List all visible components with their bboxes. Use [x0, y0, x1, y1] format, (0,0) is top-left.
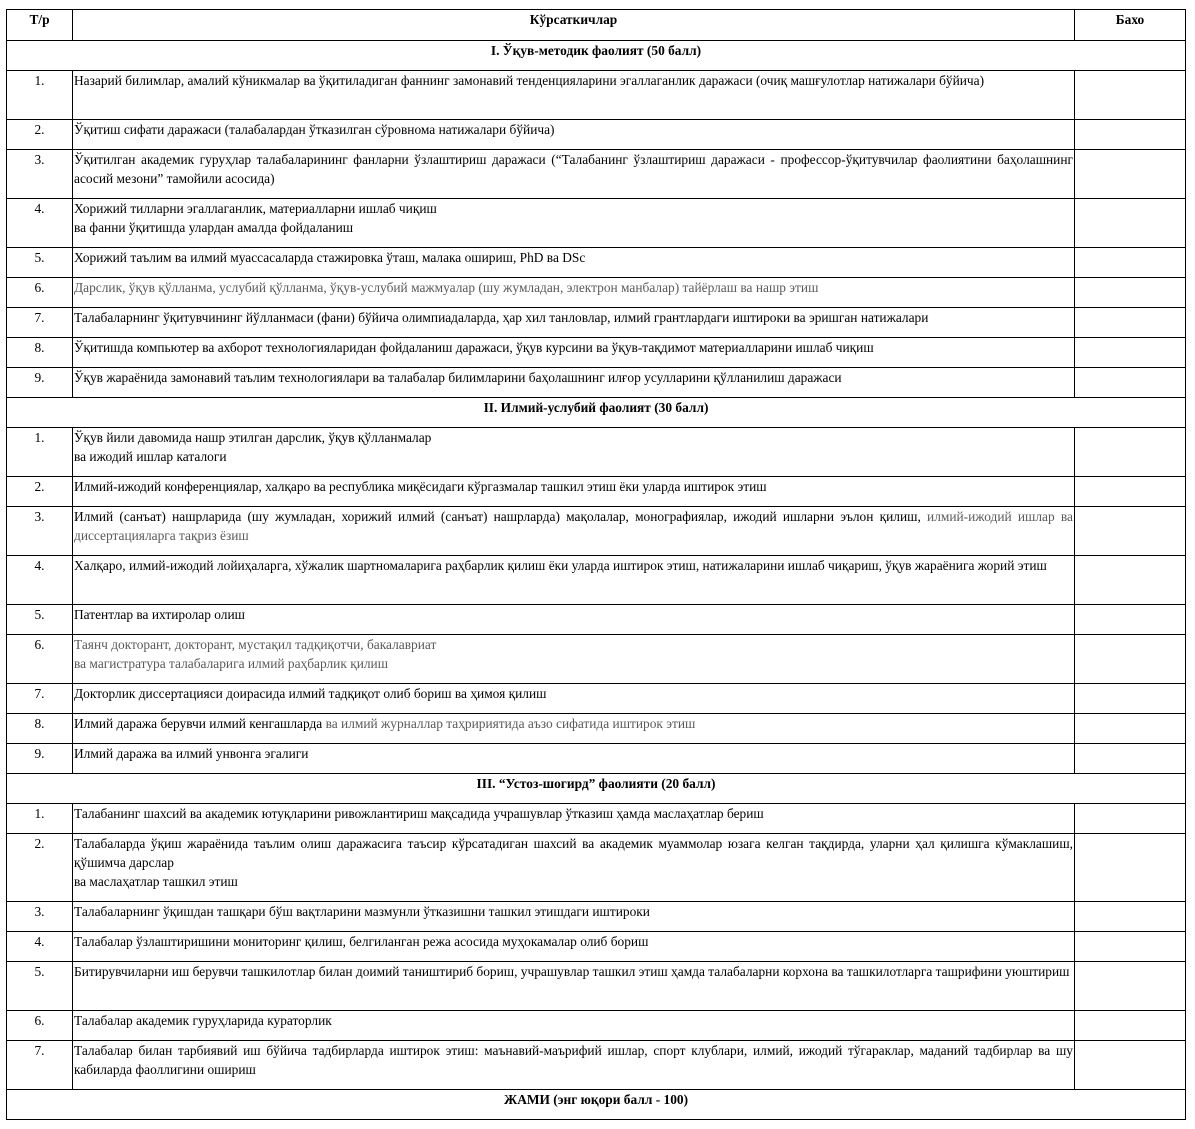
table-row — [7, 120, 1186, 150]
header-number: Т/р — [7, 10, 73, 41]
table-row — [7, 71, 1186, 120]
section-title: II. Илмий-услубий фаолият (30 балл) — [7, 398, 1186, 428]
row-number: 3. — [7, 507, 73, 556]
header-indicators: Кўрсаткичлар — [73, 10, 1075, 41]
grade-cell[interactable] — [1075, 1041, 1186, 1090]
header-grade: Бахо — [1075, 10, 1186, 41]
row-text: Ўқитилган академик гуруҳлар талабаларининг фанларни ўзлаштириш даражаси (“Талабанинг ўзлаштириш даражаси - профессор-ўқитувчилар фаолиятини баҳолашнинг асосий мезони” тамойили асосида) — [73, 150, 1075, 199]
grade-cell[interactable] — [1075, 428, 1186, 477]
row-number: 5. — [7, 962, 73, 1011]
section-title: I. Ўқув-методик фаолият (50 балл) — [7, 41, 1186, 71]
grade-cell[interactable] — [1075, 199, 1186, 248]
table-row — [7, 1011, 1186, 1041]
grade-cell[interactable] — [1075, 804, 1186, 834]
row-text-line: ва маслаҳатлар ташкил этиш — [74, 874, 238, 889]
row-text-line: ва ижодий ишлар каталоги — [74, 449, 227, 464]
row-text-line: Талабаларда ўқиш жараёнида таълим олиш даражасига таъсир кўрсатадиган шахсий ва академик муаммолар юзага келган тақдирда, уларни ҳал қилишга кўмаклашиш, қўшимча дарслар — [74, 836, 1073, 870]
table-row — [7, 834, 1186, 902]
row-text — [73, 834, 1075, 902]
row-text — [73, 507, 1075, 556]
row-text: Талабалар академик гуруҳларида кураторлик — [73, 1011, 1075, 1041]
row-text-main: Илмий даража берувчи илмий кенгашларда — [74, 716, 323, 731]
row-text: Докторлик диссертацияси доирасида илмий тадқиқот олиб бориш ва ҳимоя қилиш — [73, 684, 1075, 714]
row-number: 8. — [7, 338, 73, 368]
table-row — [7, 248, 1186, 278]
grade-cell[interactable] — [1075, 120, 1186, 150]
section-title: III. “Устоз-шогирд” фаолияти (20 балл) — [7, 774, 1186, 804]
grade-cell[interactable] — [1075, 338, 1186, 368]
row-text-line: Хорижий тилларни эгаллаганлик, материалларни ишлаб чиқиш — [74, 201, 437, 216]
table-row — [7, 932, 1186, 962]
table-row — [7, 308, 1186, 338]
grade-cell[interactable] — [1075, 556, 1186, 605]
grade-cell[interactable] — [1075, 308, 1186, 338]
grade-cell[interactable] — [1075, 1011, 1186, 1041]
table-row — [7, 556, 1186, 605]
table-row — [7, 338, 1186, 368]
row-text: Талабалар ўзлаштиришини мониторинг қилиш, белгиланган режа асосида муҳокамалар олиб бориш — [73, 932, 1075, 962]
row-number: 5. — [7, 248, 73, 278]
table-row — [7, 368, 1186, 398]
row-text: Илмий-ижодий конференциялар, халқаро ва республика миқёсидаги кўргазмалар ташкил этиш ёки уларда иштирок этиш — [73, 477, 1075, 507]
row-text: Дарслик, ўқув қўлланма, услубий қўлланма, ўқув-услубий мажмуалар (шу жумладан, электрон манбалар) тайёрлаш ва нашр этиш — [73, 278, 1075, 308]
row-text: Талабанинг шахсий ва академик ютуқларини ривожлантириш мақсадида учрашувлар ўтказиш ҳамда маслаҳатлар бериш — [73, 804, 1075, 834]
row-text-main: Илмий (санъат) нашрларида (шу жумладан, хорижий илмий (санъат) нашрларда) мақолалар, монографиялар, ижодий ишларни эълон қилиш, — [74, 509, 921, 524]
grade-cell[interactable] — [1075, 714, 1186, 744]
row-text: Халқаро, илмий-ижодий лойиҳаларга, хўжалик шартномаларига раҳбарлик қилиш ёки уларда иштирок этиш, натижаларини ишлаб чиқариш, ўқув жараёнига жорий этиш — [73, 556, 1075, 605]
row-number: 7. — [7, 1041, 73, 1090]
row-text: Ўқитишда компьютер ва ахборот технологияларидан фойдаланиш даражаси, ўқув курсини ва ўқув-тақдимот материалларини ишлаб чиқиш — [73, 338, 1075, 368]
table-row — [7, 428, 1186, 477]
row-text: Патентлар ва ихтиролар олиш — [73, 605, 1075, 635]
row-number: 3. — [7, 902, 73, 932]
row-number: 5. — [7, 605, 73, 635]
grade-cell[interactable] — [1075, 932, 1186, 962]
table-row — [7, 714, 1186, 744]
grade-cell[interactable] — [1075, 744, 1186, 774]
evaluation-table — [6, 9, 1186, 1120]
grade-cell[interactable] — [1075, 477, 1186, 507]
table-row — [7, 804, 1186, 834]
table-row — [7, 744, 1186, 774]
row-number: 6. — [7, 278, 73, 308]
grade-cell[interactable] — [1075, 71, 1186, 120]
row-number: 8. — [7, 714, 73, 744]
grade-cell[interactable] — [1075, 278, 1186, 308]
table-row — [7, 962, 1186, 1011]
table-row — [7, 199, 1186, 248]
row-number: 7. — [7, 684, 73, 714]
grade-cell[interactable] — [1075, 248, 1186, 278]
total-row: ЖАМИ (энг юқори балл - 100) — [7, 1090, 1186, 1120]
row-number: 4. — [7, 932, 73, 962]
table-row — [7, 1041, 1186, 1090]
row-text — [73, 714, 1075, 744]
row-text-line: ва магистратура талабаларига илмий раҳбарлик қилиш — [74, 656, 389, 671]
row-number: 2. — [7, 834, 73, 902]
row-number: 2. — [7, 120, 73, 150]
table-row — [7, 635, 1186, 684]
row-text-line: Ўқув йили давомида нашр этилган дарслик, ўқув қўлланмалар — [74, 430, 432, 445]
row-number: 6. — [7, 1011, 73, 1041]
table-row — [7, 150, 1186, 199]
table-row — [7, 507, 1186, 556]
row-text-line: ва фанни ўқитишда улардан амалда фойдаланиш — [74, 220, 354, 235]
row-number: 9. — [7, 744, 73, 774]
row-number: 2. — [7, 477, 73, 507]
row-text: Ўқув жараёнида замонавий таълим технологиялари ва талабалар билимларини баҳолашнинг илғор усулларини қўлланилиш даражаси — [73, 368, 1075, 398]
row-text — [73, 635, 1075, 684]
row-number: 9. — [7, 368, 73, 398]
grade-cell[interactable] — [1075, 507, 1186, 556]
row-text: Хорижий таълим ва илмий муассасаларда стажировка ўташ, малака ошириш, PhD ва DSc — [73, 248, 1075, 278]
row-text: Талабалар билан тарбиявий иш бўйича тадбирларда иштирок этиш: маънавий-маърифий ишлар, спорт клублари, илмий, ижодий тўгараклар, маданий тадбирлар ва шу кабиларда фаоллигини ошириш — [73, 1041, 1075, 1090]
grade-cell[interactable] — [1075, 368, 1186, 398]
grade-cell[interactable] — [1075, 635, 1186, 684]
row-text: Ўқитиш сифати даражаси (талабалардан ўтказилган сўровнома натижалари бўйича) — [73, 120, 1075, 150]
table-row — [7, 902, 1186, 932]
row-number: 1. — [7, 804, 73, 834]
row-text-grey: илмий-ижодий ишлар ва диссертацияларга тақриз ёзиш — [74, 509, 1073, 543]
row-number: 4. — [7, 556, 73, 605]
row-text: Талабаларнинг ўқитувчининг йўлланмаси (фани) бўйича олимпиадаларда, ҳар хил танловлар, илмий грантлардаги иштироки ва эришган натижалари — [73, 308, 1075, 338]
grade-cell[interactable] — [1075, 962, 1186, 1011]
row-number: 6. — [7, 635, 73, 684]
table-row — [7, 605, 1186, 635]
grade-cell[interactable] — [1075, 834, 1186, 902]
row-number: 1. — [7, 71, 73, 120]
row-text-line: Таянч докторант, докторант, мустақил тадқиқотчи, бакалавриат — [74, 637, 437, 652]
row-text — [73, 199, 1075, 248]
grade-cell[interactable] — [1075, 902, 1186, 932]
row-text — [73, 428, 1075, 477]
table-row — [7, 278, 1186, 308]
row-number: 7. — [7, 308, 73, 338]
row-number: 3. — [7, 150, 73, 199]
row-text: Назарий билимлар, амалий кўникмалар ва ўқитиладиган фаннинг замонавий тенденцияларини эгаллаганлик даражаси (очиқ машғулотлар натижалари бўйича) — [73, 71, 1075, 120]
row-number: 1. — [7, 428, 73, 477]
table-row — [7, 477, 1186, 507]
grade-cell[interactable] — [1075, 684, 1186, 714]
table-row — [7, 684, 1186, 714]
grade-cell[interactable] — [1075, 605, 1186, 635]
row-number: 4. — [7, 199, 73, 248]
row-text: Илмий даража ва илмий унвонга эгалиги — [73, 744, 1075, 774]
row-text: Битирувчиларни иш берувчи ташкилотлар билан доимий таништириб бориш, учрашувлар ташкил этиш ҳамда талабаларни корхона ва ташкилотларга ташрифини уюштириш — [73, 962, 1075, 1011]
row-text: Талабаларнинг ўқишдан ташқари бўш вақтларини мазмунли ўтказишни ташкил этишдаги иштироки — [73, 902, 1075, 932]
grade-cell[interactable] — [1075, 150, 1186, 199]
row-text-grey: ва илмий журналлар таҳририятида аъзо сифатида иштирок этиш — [325, 716, 696, 731]
